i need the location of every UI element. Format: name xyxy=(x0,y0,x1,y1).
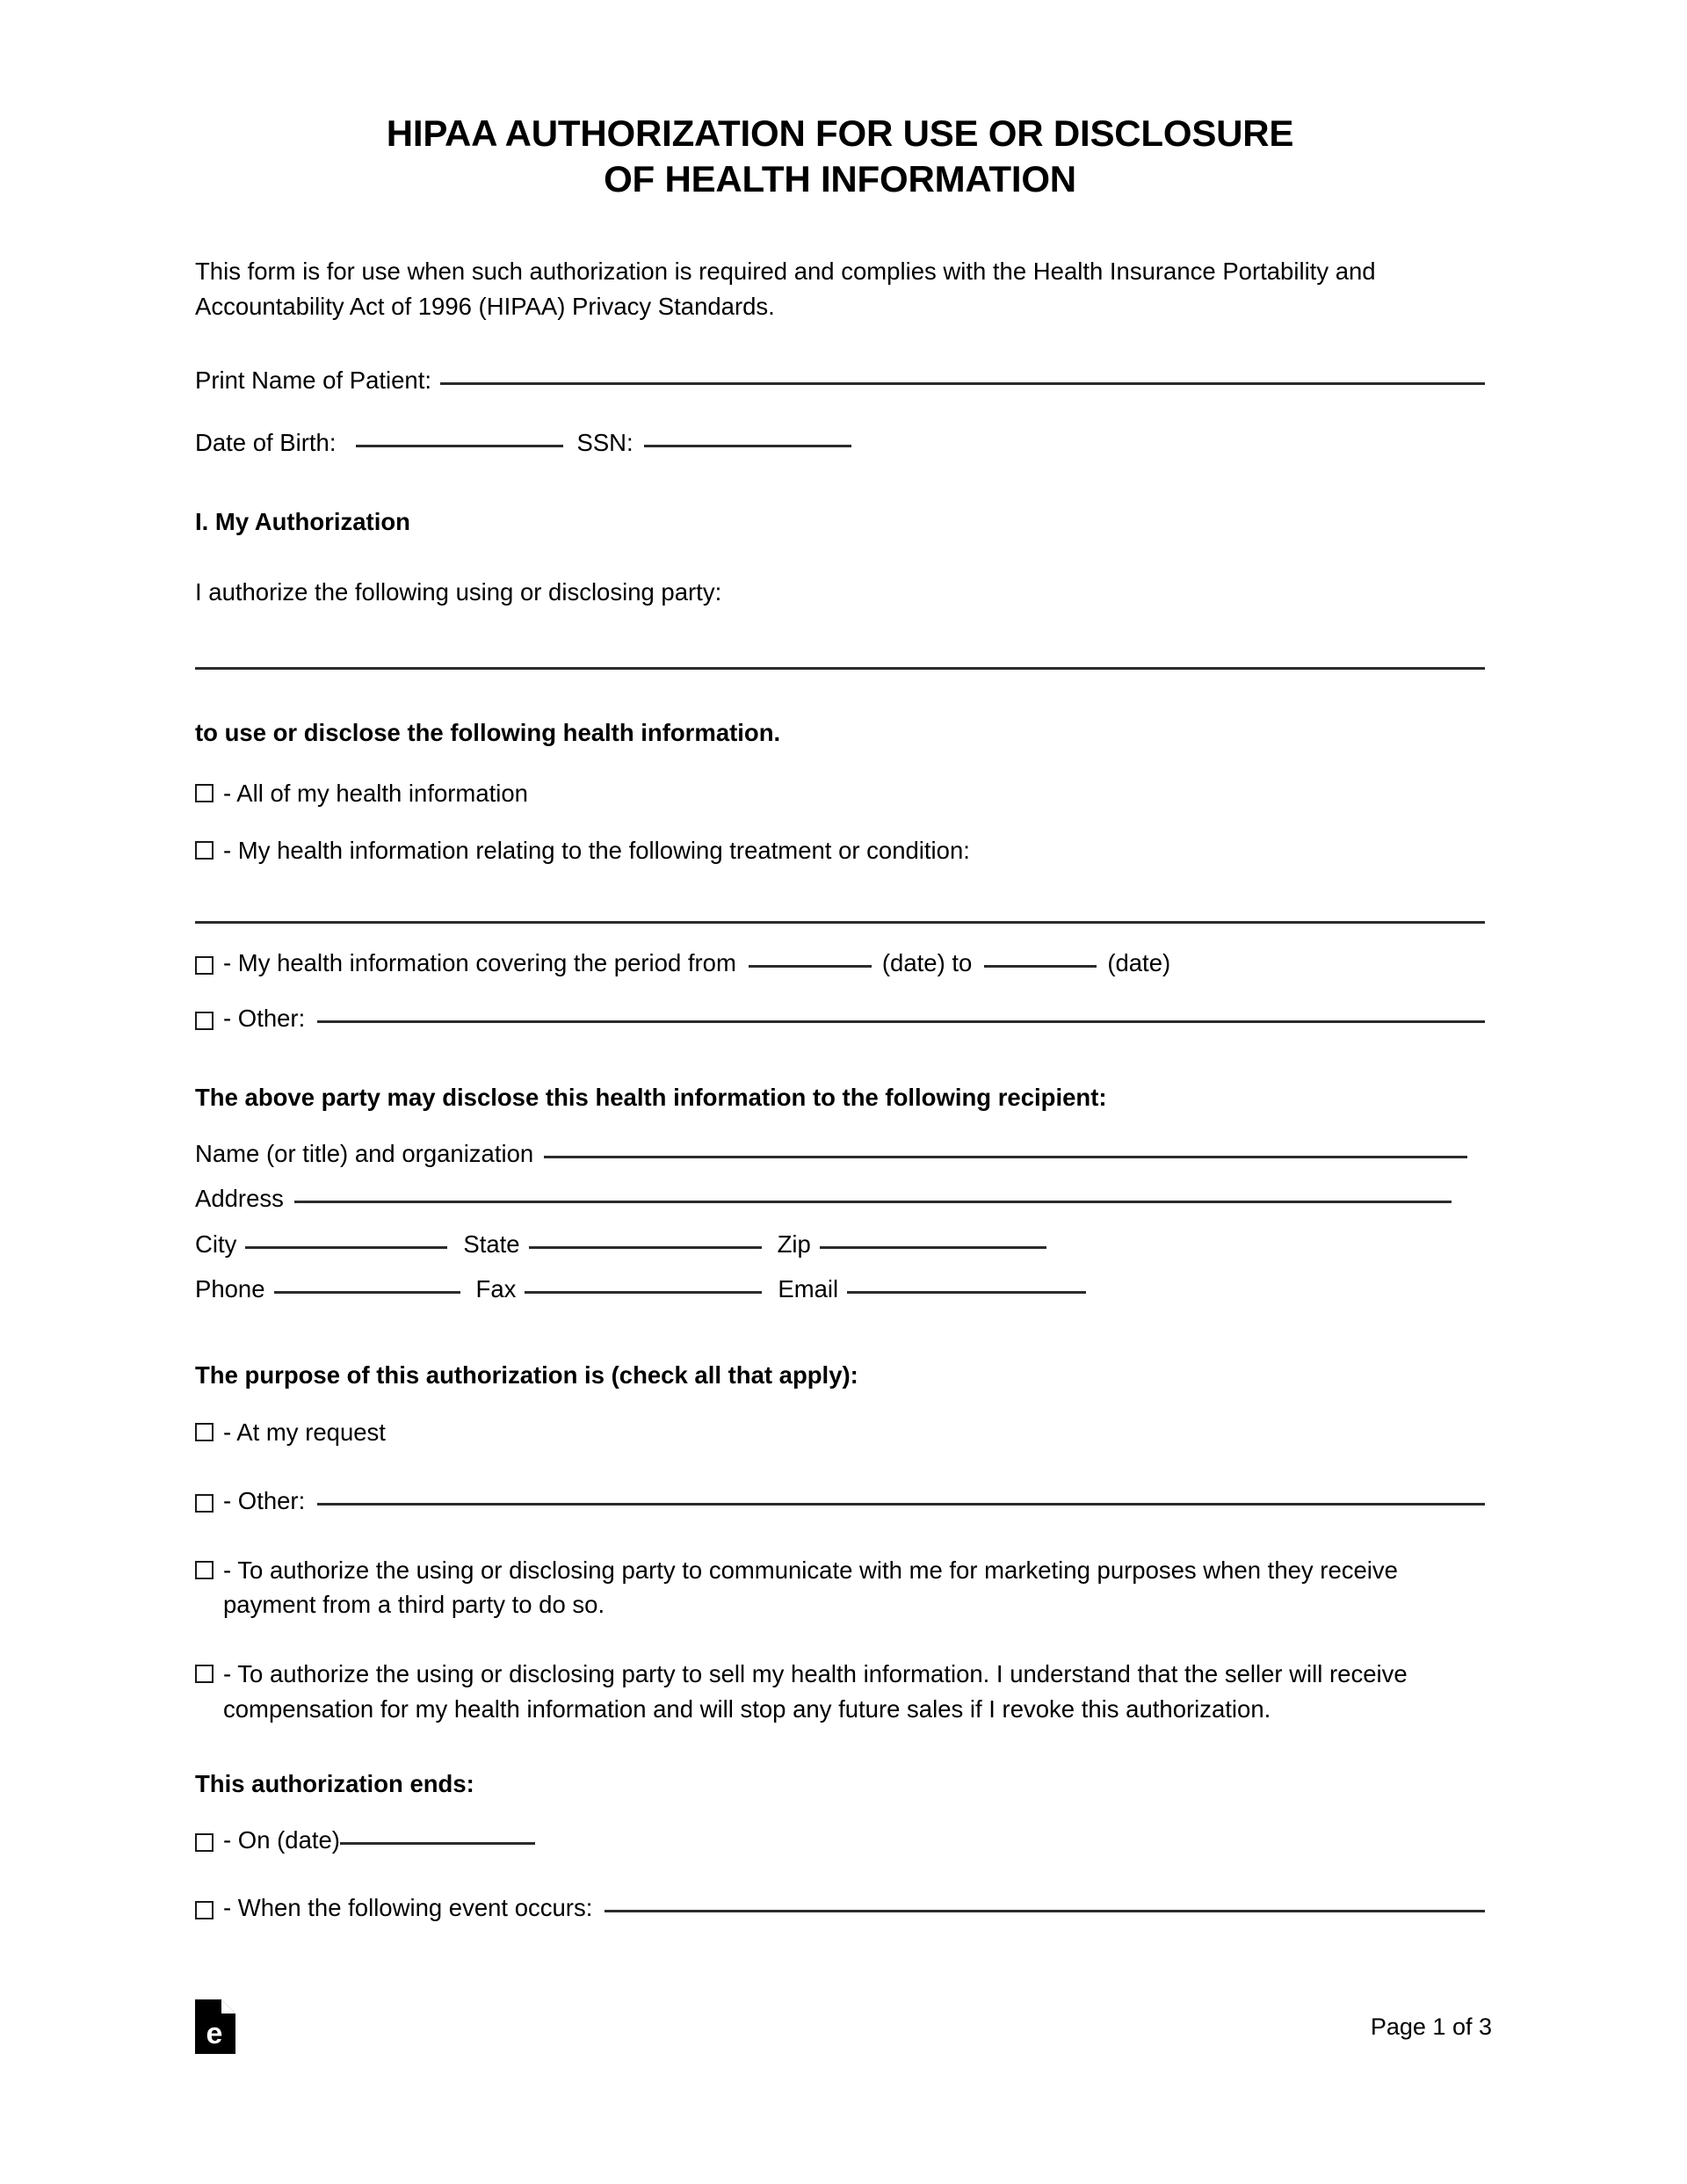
checkbox-ends-on-event[interactable] xyxy=(195,1891,1485,1924)
svg-text:e: e xyxy=(206,2017,223,2050)
recipient-state-label: State xyxy=(463,1230,520,1258)
recipient-address-label: Address xyxy=(195,1185,284,1213)
recipient-city-input-line[interactable] xyxy=(245,1245,447,1249)
checkbox-period-row[interactable] xyxy=(195,947,1485,979)
checkbox-icon[interactable] xyxy=(195,1423,214,1441)
recipient-phone-label: Phone xyxy=(195,1274,265,1302)
checkbox-marketing-communication[interactable] xyxy=(195,1553,1485,1622)
purpose-other-input-line[interactable] xyxy=(317,1502,1485,1506)
period-date-to-label: (date) to xyxy=(881,948,973,976)
checkbox-sell-health-info-label: - To authorize the using or disclosing party to sell my health information. I understand that the seller will receive compensation for my health information and will stop any future sales if I revoke this authorization. xyxy=(223,1660,1408,1723)
recipient-heading: The above party may disclose this health information to the following recipient: xyxy=(195,1084,1107,1111)
date-of-birth-input-line[interactable] xyxy=(356,444,563,447)
checkbox-marketing-communication-label: - To authorize the using or disclosing party to communicate with me for marketing purposes when they receive payment from a third party to do so. xyxy=(223,1556,1398,1618)
date-of-birth-label: Date of Birth: xyxy=(195,429,337,457)
section-1-heading: I. My Authorization xyxy=(195,508,410,536)
authorize-intro-text: I authorize the following using or disclosing party: xyxy=(195,577,722,606)
other-health-info-label: - Other: xyxy=(223,1004,306,1032)
ends-on-date-input-line[interactable] xyxy=(340,1841,535,1845)
use-or-disclose-heading: to use or disclose the following health information. xyxy=(195,718,781,746)
recipient-phone-input-line[interactable] xyxy=(274,1290,460,1294)
checkbox-treatment-condition-label: - My health information relating to the following treatment or condition: xyxy=(223,837,970,865)
recipient-email-label: Email xyxy=(778,1274,839,1302)
patient-name-label: Print Name of Patient: xyxy=(195,366,432,394)
recipient-fax-label: Fax xyxy=(475,1274,517,1302)
checkbox-icon[interactable] xyxy=(195,1901,214,1919)
checkbox-icon[interactable] xyxy=(195,1561,214,1579)
period-date-label: (date) xyxy=(1107,948,1171,976)
page-title xyxy=(195,0,1485,201)
checkbox-at-my-request-label: - At my request xyxy=(223,1419,386,1447)
checkbox-all-health-info[interactable] xyxy=(195,776,1485,810)
disclosing-party-input-line[interactable] xyxy=(195,667,1485,670)
checkbox-icon[interactable] xyxy=(195,1833,214,1852)
patient-name-row xyxy=(195,364,1485,396)
page-number-label: Page 1 of 3 xyxy=(1370,2013,1492,2040)
checkbox-icon[interactable] xyxy=(195,1665,214,1683)
intro-paragraph: This form is for use when such authorization is required and complies with the Health Insurance Portability and Accountability Act of 1996 (HIPAA) Privacy Standards. xyxy=(195,258,1376,320)
recipient-name-input-line[interactable] xyxy=(544,1155,1467,1158)
document-content xyxy=(195,0,1485,1924)
period-to-date-input-line[interactable] xyxy=(984,964,1097,968)
recipient-name-row xyxy=(195,1137,1485,1170)
dob-ssn-row xyxy=(195,426,1485,459)
checkbox-icon[interactable] xyxy=(195,784,214,802)
page-title-line-2: OF HEALTH INFORMATION xyxy=(604,157,1076,200)
recipient-address-input-line[interactable] xyxy=(294,1200,1452,1203)
checkbox-icon[interactable] xyxy=(195,956,214,975)
recipient-zip-label: Zip xyxy=(777,1230,811,1258)
treatment-condition-input-line[interactable] xyxy=(195,921,1485,924)
recipient-fax-input-line[interactable] xyxy=(525,1290,762,1294)
checkbox-ends-on-date[interactable] xyxy=(195,1824,1485,1856)
page-footer xyxy=(195,1999,1492,2054)
authorization-ends-heading: This authorization ends: xyxy=(195,1769,474,1797)
ssn-input-line[interactable] xyxy=(644,444,851,447)
period-from-date-input-line[interactable] xyxy=(749,964,872,968)
checkbox-sell-health-info[interactable] xyxy=(195,1657,1485,1726)
recipient-state-input-line[interactable] xyxy=(529,1245,762,1249)
checkbox-icon[interactable] xyxy=(195,841,214,860)
purpose-heading: The purpose of this authorization is (check all that apply): xyxy=(195,1360,858,1389)
ends-on-event-label: - When the following event occurs: xyxy=(223,1894,593,1922)
recipient-address-row xyxy=(195,1182,1485,1215)
checkbox-at-my-request[interactable] xyxy=(195,1415,1485,1449)
recipient-city-state-zip-row xyxy=(195,1228,1485,1260)
checkbox-treatment-condition[interactable] xyxy=(195,833,1485,867)
checkbox-icon[interactable] xyxy=(195,1494,214,1513)
ends-on-event-input-line[interactable] xyxy=(605,1909,1485,1912)
checkbox-purpose-other[interactable] xyxy=(195,1484,1485,1517)
recipient-email-input-line[interactable] xyxy=(847,1290,1086,1294)
eforms-logo-icon xyxy=(195,1999,235,2054)
checkbox-icon[interactable] xyxy=(195,1012,214,1030)
checkbox-other-health-info[interactable] xyxy=(195,1002,1485,1034)
ends-on-date-label: - On (date) xyxy=(223,1826,340,1854)
page-title-line-1: HIPAA AUTHORIZATION FOR USE OR DISCLOSURE xyxy=(386,112,1294,154)
checkbox-all-health-info-label: - All of my health information xyxy=(223,780,528,808)
patient-name-input-line[interactable] xyxy=(440,381,1485,385)
purpose-other-label: - Other: xyxy=(223,1487,306,1515)
recipient-city-label: City xyxy=(195,1230,237,1258)
recipient-name-label: Name (or title) and organization xyxy=(195,1140,534,1168)
ssn-label: SSN: xyxy=(576,429,634,457)
other-health-info-input-line[interactable] xyxy=(317,1019,1485,1023)
recipient-phone-fax-email-row xyxy=(195,1273,1485,1305)
recipient-zip-input-line[interactable] xyxy=(820,1245,1046,1249)
period-prefix-label: - My health information covering the period from xyxy=(223,948,736,976)
